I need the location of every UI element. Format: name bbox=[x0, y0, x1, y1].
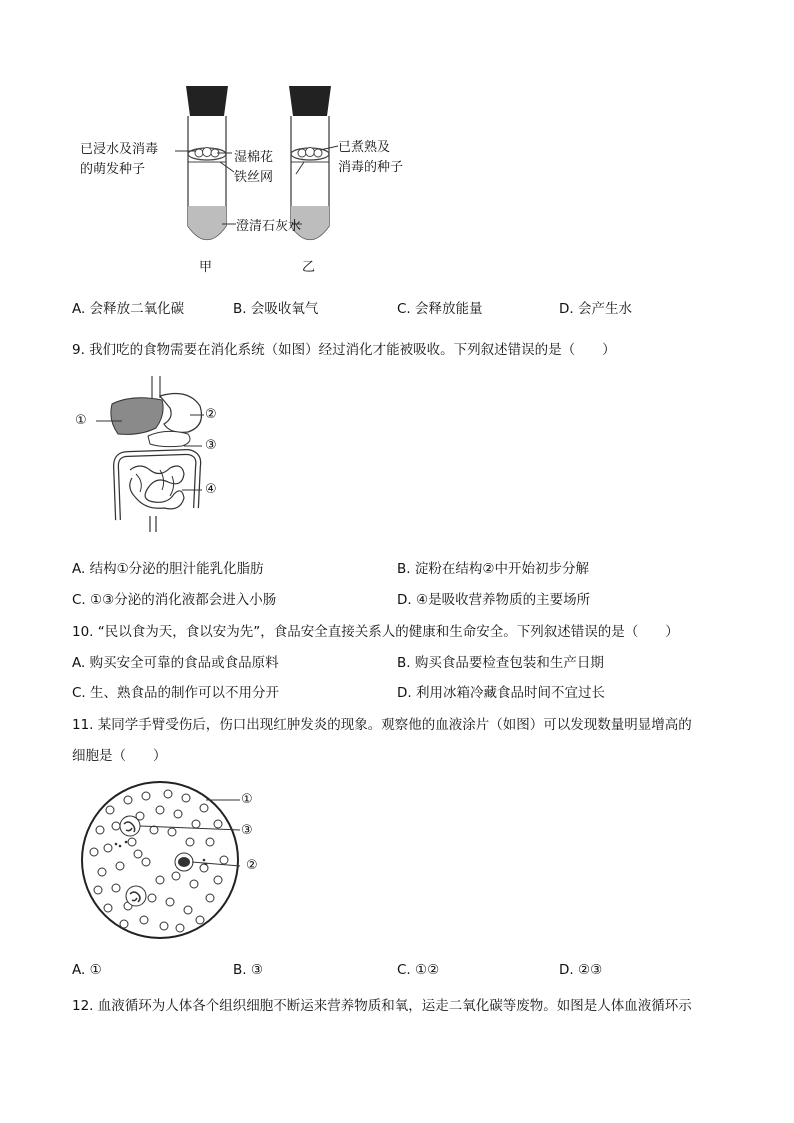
label-limewater: 澄清石灰水 bbox=[236, 219, 302, 234]
q9-marker-1: ① bbox=[75, 413, 87, 428]
q10-option-d: D. 利用冰箱冷藏食品时间不宜过长 bbox=[397, 685, 605, 701]
label-mesh: 铁丝网 bbox=[234, 170, 274, 185]
q12-stem: 12. 血液循环为人体各个组织细胞不断运来营养物质和氧，运走二氧化碳等废物。如图是人体血液循环示 bbox=[72, 998, 692, 1014]
q11-marker-2: ② bbox=[246, 858, 258, 873]
q9-option-b: B. 淀粉在结构②中开始初步分解 bbox=[397, 561, 589, 577]
label-soaked-line1: 已浸水及消毒 bbox=[80, 142, 159, 157]
label-soaked-line2: 的萌发种子 bbox=[80, 162, 146, 177]
q11-stem-line2: 细胞是（ ） bbox=[72, 748, 167, 764]
q9-marker-2: ② bbox=[205, 407, 217, 422]
q9-option-d: D. ④是吸收营养物质的主要场所 bbox=[397, 592, 591, 608]
label-boiled-line1: 已煮熟及 bbox=[338, 140, 391, 155]
label-boiled-line2: 消毒的种子 bbox=[338, 160, 404, 175]
label-cotton: 湿棉花 bbox=[234, 150, 274, 165]
q10-option-c: C. 生、熟食品的制作可以不用分开 bbox=[72, 685, 280, 701]
q9-option-c: C. ①③分泌的消化液都会进入小肠 bbox=[72, 592, 277, 608]
q10-option-b: B. 购买食品要检查包装和生产日期 bbox=[397, 655, 604, 671]
q11-marker-1: ① bbox=[241, 792, 253, 807]
q11-stem-line1: 11. 某同学手臂受伤后，伤口出现红肿发炎的现象。观察他的血液涂片（如图）可以发现数量明显增高的 bbox=[72, 717, 692, 733]
q8-option-b: B. 会吸收氧气 bbox=[233, 301, 319, 317]
q8-option-a: A. 会释放二氧化碳 bbox=[72, 301, 185, 317]
q9-marker-3: ③ bbox=[205, 438, 217, 453]
q10-option-a: A. 购买安全可靠的食品或食品原料 bbox=[72, 655, 279, 671]
q11-option-c: C. ①② bbox=[397, 962, 440, 978]
q11-marker-3: ③ bbox=[241, 823, 253, 838]
q11-option-b: B. ③ bbox=[233, 962, 263, 978]
q11-option-d: D. ②③ bbox=[559, 962, 603, 978]
q9-stem: 9. 我们吃的食物需要在消化系统（如图）经过消化才能被吸收。下列叙述错误的是（ ） bbox=[72, 342, 616, 358]
q8-option-d: D. 会产生水 bbox=[559, 301, 632, 317]
tube-label-yi: 乙 bbox=[302, 260, 316, 275]
q11-option-a: A. ① bbox=[72, 962, 102, 978]
digestive-system-figure bbox=[70, 370, 250, 540]
blood-smear-figure bbox=[80, 780, 240, 940]
q9-option-a: A. 结构①分泌的胆汁能乳化脂肪 bbox=[72, 561, 264, 577]
q10-stem: 10. “民以食为天，食以安为先”，食品安全直接关系人的健康和生命安全。下列叙述错误的是（ ） bbox=[72, 624, 679, 640]
q8-option-c: C. 会释放能量 bbox=[397, 301, 483, 317]
q9-marker-4: ④ bbox=[205, 482, 217, 497]
tube-label-jia: 甲 bbox=[199, 260, 213, 275]
